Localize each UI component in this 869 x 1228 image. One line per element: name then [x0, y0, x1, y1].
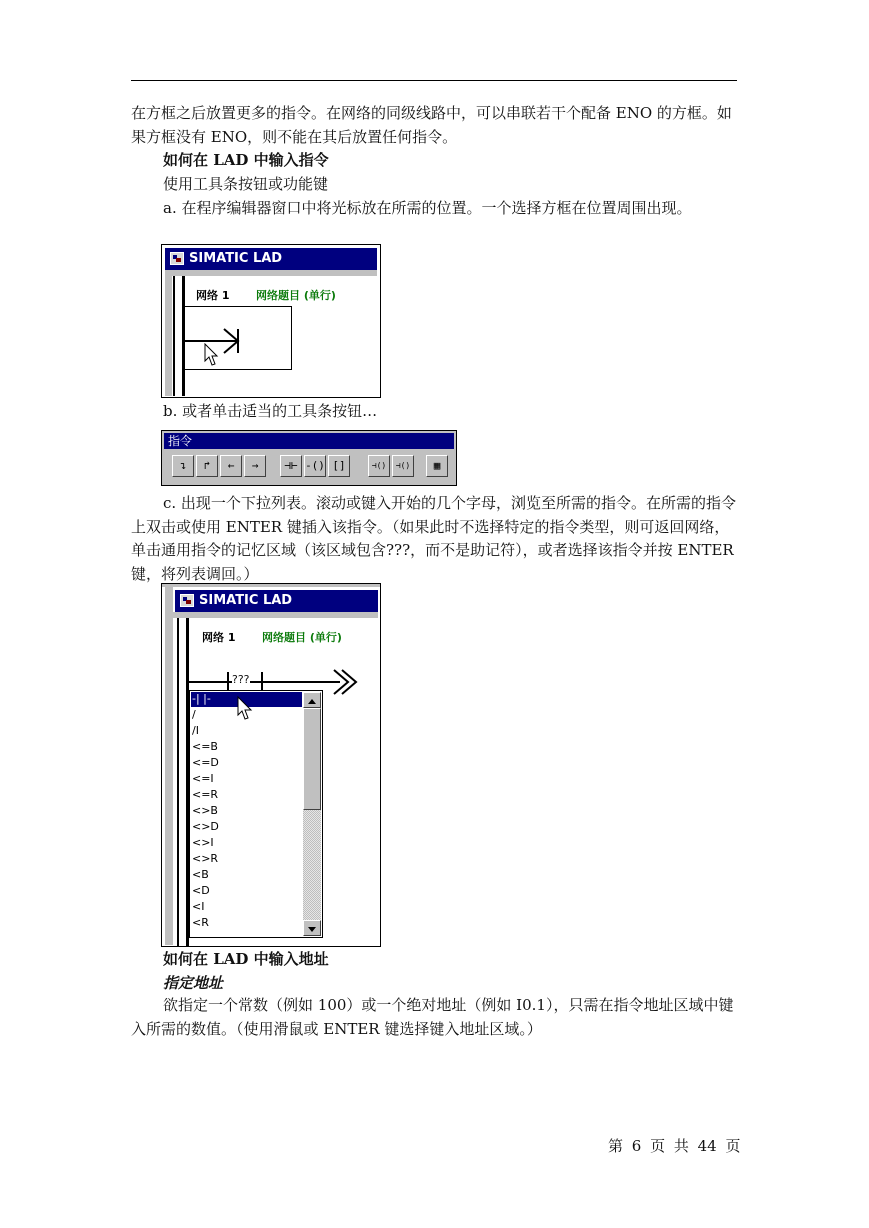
paragraph-step-c: c. 出现一个下拉列表。滚动或键入开始的几个字母，浏览至所需的指令。在所需的指令上双击或使用 ENTER 键插入该指令。（如果此时不选择特定的指令类型，则可返回网络，单击通用指令的记忆区域（该区域包含???，而不是助记符），或者选择该指令并按 ENTER 键，将列表调回。）	[131, 494, 736, 583]
list-item-0[interactable]: -| |-	[192, 692, 211, 705]
contact-button[interactable]: ⊣⊢	[280, 455, 302, 477]
network-label-2: 网络 1	[202, 631, 236, 644]
lad-window-title: SIMATIC LAD	[189, 251, 283, 266]
paragraph-toolbar-or-keys: 使用工具条按钮或功能键	[163, 175, 329, 193]
list-item-11[interactable]: <B	[192, 868, 209, 881]
header-rule	[131, 80, 737, 81]
list-item-12[interactable]: <D	[192, 884, 210, 897]
instruction-placeholder[interactable]: ???	[232, 673, 250, 686]
instruction-toolbar	[161, 430, 457, 486]
list-item-7[interactable]: <>B	[192, 804, 218, 817]
paragraph-step-a: a. 在程序编辑器窗口中将光标放在所需的位置。一个选择方框在位置周围出现。	[163, 199, 692, 217]
list-item-8[interactable]: <>D	[192, 820, 219, 833]
line-up-button[interactable]: ↱	[196, 455, 218, 477]
heading-enter-instructions: 如何在 LAD 中输入指令	[163, 151, 329, 169]
list-scrollbar[interactable]	[303, 692, 321, 936]
paragraph-specify-address: 欲指定一个常数（例如 100）或一个绝对地址（例如 I0.1），只需在指令地址区域中键入所需的数值。（使用滑鼠或 ENTER 键选择键入地址区域。）	[131, 996, 734, 1038]
delete-network-button[interactable]: ⊣()	[392, 455, 414, 477]
list-item-2[interactable]: /I	[192, 724, 199, 737]
list-item-6[interactable]: <=R	[192, 788, 219, 801]
network-title-2[interactable]: 网络题目 (单行)	[262, 631, 342, 644]
toolbar-title: 指令	[164, 433, 454, 449]
heading-enter-addresses: 如何在 LAD 中输入地址	[163, 950, 329, 968]
line-left-button[interactable]: ←	[220, 455, 242, 477]
lad-window-figure-1	[161, 244, 381, 398]
ladder-wire-arrow	[162, 245, 380, 397]
list-item-13[interactable]: <I	[192, 900, 205, 913]
mouse-cursor-icon-2	[237, 696, 255, 722]
paragraph-eno: 在方框之后放置更多的指令。在网络的同级线路中，可以串联若干个配备 ENO 的方框。如果方框没有 ENO，则不能在其后放置任何指令。	[131, 104, 732, 146]
line-down-button[interactable]: ↴	[172, 455, 194, 477]
heading-specify-address: 指定地址	[163, 974, 224, 992]
table-button[interactable]: ▦	[426, 455, 448, 477]
list-item-10[interactable]: <>R	[192, 852, 219, 865]
list-item-3[interactable]: <=B	[192, 740, 218, 753]
list-item-9[interactable]: <>I	[192, 836, 214, 849]
network-title[interactable]: 网络题目 (单行)	[256, 289, 336, 302]
mouse-cursor-icon	[204, 343, 220, 367]
box-button[interactable]: []	[328, 455, 350, 477]
coil-button[interactable]: -()	[304, 455, 326, 477]
line-right-button[interactable]: →	[244, 455, 266, 477]
lad-window-figure-2	[161, 583, 381, 947]
lad-window-title-2: SIMATIC LAD	[199, 593, 293, 608]
page-number-footer: 第 6 页 共 44 页	[608, 1137, 741, 1155]
scrollbar-thumb[interactable]	[303, 708, 321, 810]
scroll-down-button[interactable]	[303, 920, 321, 936]
instruction-dropdown-list[interactable]	[189, 690, 323, 938]
list-item-1[interactable]: /	[192, 708, 196, 721]
list-item-5[interactable]: <=I	[192, 772, 214, 785]
list-item-14[interactable]: <R	[192, 916, 209, 929]
scroll-down-arrow-icon	[304, 922, 320, 936]
list-item-4[interactable]: <=D	[192, 756, 219, 769]
paragraph-step-b: b. 或者单击适当的工具条按钮…	[163, 402, 378, 420]
network-label: 网络 1	[196, 289, 230, 302]
scroll-up-arrow-icon	[304, 694, 320, 708]
insert-network-button[interactable]: ⊣()	[368, 455, 390, 477]
scroll-up-button[interactable]	[303, 692, 321, 708]
